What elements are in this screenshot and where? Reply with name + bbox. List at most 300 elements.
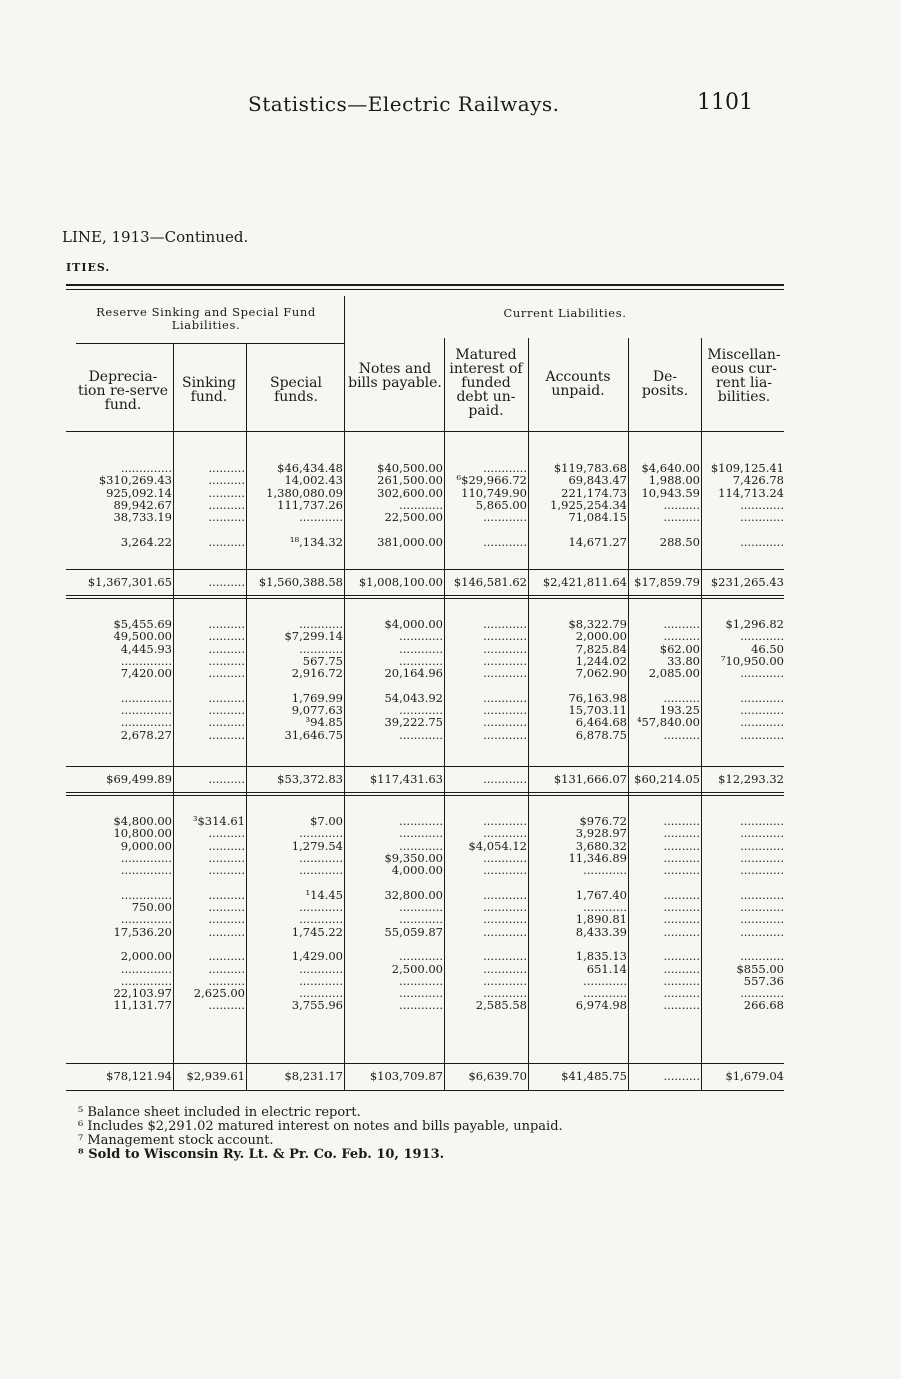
- table-cell: ............: [583, 901, 627, 914]
- table-cell: ............: [740, 511, 784, 524]
- table-cell: 17,536.20: [113, 925, 172, 938]
- table-cell: ..............: [120, 913, 172, 926]
- table-cell: 1,835.13: [575, 950, 627, 963]
- table-cell: 261,500.00: [377, 474, 443, 487]
- table-cell: ............: [399, 498, 443, 512]
- table-cell: ............: [483, 511, 527, 524]
- table-cell: [175, 523, 245, 535]
- table-cell: 20,164.96: [384, 667, 443, 680]
- table-cell: 38,733.19: [113, 511, 172, 524]
- table-cell: ..........: [208, 486, 245, 499]
- total-cell: $69,499.89: [106, 772, 172, 786]
- table-cell: ⁴57,840.00: [636, 716, 700, 729]
- table-cell: ..........: [663, 925, 700, 938]
- table-cell: 4,445.93: [120, 642, 172, 655]
- table-cell: [702, 876, 784, 888]
- table-cell: [72, 523, 172, 535]
- table-cell: ............: [740, 827, 784, 840]
- table-cell: 22,103.97: [113, 987, 172, 1000]
- table-cell: ..............: [120, 888, 172, 902]
- table-cell: ..........: [208, 511, 245, 524]
- table-cell: ............: [399, 815, 443, 828]
- table-cell: ............: [299, 851, 343, 865]
- table-cell: 1,988.00: [648, 474, 700, 487]
- table-cell: 2,000.00: [120, 950, 172, 963]
- table-cell: 55,059.87: [384, 925, 443, 938]
- table-cell: [248, 938, 343, 950]
- table-cell: 3,264.22: [120, 535, 172, 549]
- table-cell: [702, 679, 784, 691]
- table-cell: 11,131.77: [113, 999, 172, 1012]
- table-cell: $40,500.00: [377, 462, 443, 475]
- table-subheading: ITIES.: [66, 261, 111, 274]
- table-cell: 10,943.59: [641, 486, 700, 499]
- table-cell: ............: [740, 815, 784, 828]
- total-cell: $1,560,388.58: [258, 575, 343, 589]
- table-cell: [248, 523, 343, 535]
- table-cell: ..........: [208, 827, 245, 840]
- table-cell: 71,084.15: [568, 511, 627, 524]
- footnote: ⁶ Includes $2,291.02 matured interest on notes and bills payable, unpaid.: [78, 1119, 563, 1134]
- table-cell: ..........: [663, 728, 700, 741]
- table-cell: ..........: [208, 901, 245, 914]
- table-cell: 32,800.00: [384, 888, 443, 902]
- table-column: [445, 462, 527, 548]
- table-cell: 3,755.96: [291, 999, 343, 1012]
- total-cell: ............: [483, 772, 527, 786]
- table-cell: ..............: [120, 654, 172, 668]
- table-cell: ..........: [663, 618, 700, 631]
- total-cell: $131,666.07: [553, 772, 627, 786]
- table-column: [248, 618, 343, 741]
- table-cell: ..............: [120, 974, 172, 988]
- table-cell: $4,640.00: [641, 462, 700, 475]
- table-column: [72, 815, 172, 1012]
- table-column: [628, 462, 700, 548]
- table-cell: ............: [483, 642, 527, 655]
- table-cell: 110,749.90: [461, 486, 527, 499]
- total-cell: ..........: [208, 575, 245, 589]
- table-cell: 557.36: [743, 974, 784, 988]
- table-cell: ..........: [208, 618, 245, 631]
- table-cell: [248, 679, 343, 691]
- table-cell: ............: [483, 851, 527, 865]
- table-cell: ..........: [208, 962, 245, 975]
- table-cell: 1,429.00: [291, 950, 343, 963]
- section-rule: [66, 795, 784, 796]
- table-cell: ..........: [663, 839, 700, 852]
- table-cell: ............: [483, 815, 527, 828]
- table-cell: [345, 938, 443, 950]
- table-cell: ............: [399, 901, 443, 914]
- table-cell: ............: [740, 950, 784, 963]
- table-cell: ............: [740, 498, 784, 512]
- table-cell: ............: [483, 925, 527, 938]
- table-cell: 750.00: [131, 901, 172, 914]
- total-cell: ..........: [208, 772, 245, 786]
- table-column: [72, 462, 172, 548]
- table-cell: ............: [399, 999, 443, 1012]
- table-cell: ............: [483, 901, 527, 914]
- table-cell: ..........: [208, 691, 245, 705]
- table-column: [175, 618, 245, 741]
- table-cell: ............: [483, 888, 527, 902]
- section-rule: [66, 792, 784, 793]
- table-cell: $46,434.48: [277, 462, 343, 475]
- table-cell: 54,043.92: [384, 691, 443, 705]
- table-cell: ............: [740, 704, 784, 717]
- table-cell: 7,420.00: [120, 667, 172, 680]
- table-cell: [345, 523, 443, 535]
- table-cell: ............: [740, 987, 784, 1000]
- table-cell: ............: [399, 827, 443, 840]
- table-cell: 2,585.58: [475, 999, 527, 1012]
- table-cell: ..........: [663, 987, 700, 1000]
- table-cell: $9,350.00: [384, 851, 443, 865]
- table-column: [702, 618, 784, 741]
- table-cell: ............: [740, 839, 784, 852]
- table-cell: 11,346.89: [568, 851, 627, 865]
- table-cell: ............: [483, 667, 527, 680]
- table-column: [529, 462, 627, 548]
- col-head-miscellaneous: Miscellan-eous cur-rent lia-bilities.: [707, 347, 781, 405]
- section-rule: [66, 598, 784, 599]
- table-cell: $4,000.00: [384, 618, 443, 631]
- table-cell: 22,500.00: [384, 511, 443, 524]
- current-group-heading: Current Liabilities.: [503, 306, 627, 320]
- table-column: [445, 815, 527, 1012]
- table-cell: [529, 876, 627, 888]
- table-cell: ............: [740, 864, 784, 877]
- table-cell: ............: [399, 630, 443, 643]
- table-cell: ............: [483, 950, 527, 963]
- table-cell: ............: [483, 704, 527, 717]
- table-cell: 15,703.11: [568, 704, 627, 717]
- table-cell: 193.25: [659, 704, 700, 717]
- page-number: 1101: [697, 90, 753, 115]
- table-cell: 46.50: [751, 642, 784, 655]
- subtotal-rule: [66, 1063, 784, 1064]
- table-cell: ..........: [663, 815, 700, 828]
- table-column: [529, 618, 627, 741]
- table-cell: ............: [483, 864, 527, 877]
- total-cell: $117,431.63: [369, 772, 443, 786]
- table-cell: ..............: [120, 851, 172, 865]
- table-cell: ............: [483, 974, 527, 988]
- table-cell: ............: [483, 654, 527, 668]
- table-cell: ............: [483, 962, 527, 975]
- total-cell: $146,581.62: [453, 575, 527, 589]
- table-cell: $4,054.12: [468, 839, 527, 852]
- table-cell: ............: [299, 864, 343, 877]
- total-cell: $6,639.70: [468, 1069, 527, 1083]
- total-cell: $2,939.61: [186, 1069, 245, 1083]
- table-cell: [529, 938, 627, 950]
- table-cell: ............: [483, 462, 527, 475]
- table-cell: 925,092.14: [106, 486, 172, 499]
- table-cell: ..........: [208, 950, 245, 963]
- col-head-accounts: Accounts unpaid.: [545, 369, 611, 399]
- table-cell: ............: [740, 716, 784, 729]
- table-cell: 381,000.00: [377, 535, 443, 549]
- table-cell: $976.72: [579, 815, 627, 828]
- table-cell: ............: [399, 654, 443, 668]
- table-cell: 6,878.75: [575, 728, 627, 741]
- total-cell: $12,293.32: [718, 772, 784, 786]
- table-cell: 9,077.63: [291, 704, 343, 717]
- table-cell: ............: [299, 962, 343, 975]
- table-cell: [702, 938, 784, 950]
- table-cell: ..........: [208, 999, 245, 1012]
- table-cell: 5,865.00: [475, 498, 527, 512]
- table-cell: [175, 938, 245, 950]
- table-cell: [445, 679, 527, 691]
- table-cell: 1,890.81: [575, 913, 627, 926]
- table-cell: 7,062.90: [575, 667, 627, 680]
- total-cell: $60,214.05: [634, 772, 700, 786]
- table-column: [702, 462, 784, 548]
- table-cell: [628, 523, 700, 535]
- table-cell: ..........: [663, 950, 700, 963]
- table-cell: 221,174.73: [561, 486, 627, 499]
- col-head-deposits: De-posits.: [641, 369, 689, 399]
- table-cell: ..............: [120, 864, 172, 877]
- col-head-depreciation: Deprecia-tion re-serve fund.: [77, 369, 169, 413]
- bottom-rule: [66, 1090, 784, 1091]
- table-cell: ............: [299, 901, 343, 914]
- reserve-group-heading: Reserve Sinking and Special Fund Liabilities.: [96, 305, 316, 332]
- table-cell: 567.75: [302, 654, 343, 668]
- table-cell: ............: [399, 974, 443, 988]
- table-cell: [345, 876, 443, 888]
- table-cell: ............: [399, 987, 443, 1000]
- table-cell: 7,426.78: [732, 474, 784, 487]
- table-cell: 31,646.75: [284, 728, 343, 741]
- table-cell: ............: [740, 901, 784, 914]
- table-cell: [529, 679, 627, 691]
- table-cell: [72, 876, 172, 888]
- table-cell: ..............: [120, 704, 172, 717]
- table-cell: ..........: [208, 716, 245, 729]
- top-rule-thin: [66, 289, 784, 290]
- table-cell: ¹⁸,134.32: [289, 535, 343, 549]
- footnote: ⁵ Balance sheet included in electric report.: [78, 1105, 361, 1120]
- table-cell: $310,269.43: [98, 474, 172, 487]
- table-cell: 1,769.99: [291, 691, 343, 705]
- table-cell: ............: [299, 974, 343, 988]
- total-cell: ..........: [663, 1069, 700, 1083]
- table-column: [345, 815, 443, 1012]
- table-cell: ............: [740, 851, 784, 865]
- table-cell: 2,916.72: [291, 667, 343, 680]
- table-cell: ............: [483, 728, 527, 741]
- table-cell: [445, 938, 527, 950]
- table-cell: [175, 679, 245, 691]
- table-column: [175, 815, 245, 1012]
- table-cell: 111,737.26: [277, 498, 343, 512]
- table-column: [345, 618, 443, 741]
- col-divider: [173, 344, 174, 1090]
- table-cell: ............: [483, 827, 527, 840]
- table-cell: ............: [740, 925, 784, 938]
- table-cell: 89,942.67: [113, 498, 172, 512]
- table-cell: ..............: [120, 962, 172, 975]
- table-cell: ..........: [663, 498, 700, 512]
- total-cell: $53,372.83: [277, 772, 343, 786]
- table-cell: ............: [299, 913, 343, 926]
- total-cell: $1,367,301.65: [87, 575, 172, 589]
- subtotal-rule: [66, 766, 784, 767]
- table-cell: $855.00: [736, 962, 784, 975]
- table-cell: 3,928.97: [575, 827, 627, 840]
- table-cell: $7,299.14: [284, 630, 343, 643]
- table-cell: [702, 523, 784, 535]
- table-cell: $62.00: [659, 642, 700, 655]
- table-cell: $1,296.82: [725, 618, 784, 631]
- table-cell: 69,843.47: [568, 474, 627, 487]
- table-cell: ..........: [208, 667, 245, 680]
- table-cell: ..........: [208, 851, 245, 865]
- table-cell: ............: [399, 913, 443, 926]
- table-cell: 2,000.00: [575, 630, 627, 643]
- table-cell: $5,455.69: [113, 618, 172, 631]
- total-cell: $41,485.75: [561, 1069, 627, 1083]
- table-column: [175, 462, 245, 548]
- subtotal-rule: [66, 569, 784, 570]
- table-cell: ............: [399, 950, 443, 963]
- footnote: ⁷ Management stock account.: [78, 1133, 274, 1148]
- total-cell: $78,121.94: [106, 1069, 172, 1083]
- table-column: [72, 618, 172, 741]
- table-cell: ............: [299, 511, 343, 524]
- table-column: [702, 815, 784, 1012]
- table-cell: 2,678.27: [120, 728, 172, 741]
- table-cell: ..............: [120, 691, 172, 705]
- col-head-special: Special funds.: [270, 375, 322, 405]
- table-cell: 33.80: [667, 654, 700, 668]
- section-rule: [66, 595, 784, 596]
- table-cell: ..........: [663, 962, 700, 975]
- table-cell: 14,002.43: [284, 474, 343, 487]
- table-cell: 2,625.00: [193, 987, 245, 1000]
- table-cell: ..........: [208, 474, 245, 487]
- table-cell: ..........: [208, 839, 245, 852]
- table-column: [248, 462, 343, 548]
- table-cell: 1,767.40: [575, 888, 627, 902]
- table-cell: 10,800.00: [113, 827, 172, 840]
- table-column: [445, 618, 527, 741]
- table-cell: [628, 679, 700, 691]
- table-cell: ............: [740, 630, 784, 643]
- table-cell: [628, 876, 700, 888]
- table-cell: 4,000.00: [391, 864, 443, 877]
- table-cell: ............: [740, 913, 784, 926]
- table-cell: ............: [740, 535, 784, 549]
- table-cell: 1,925,254.34: [550, 498, 627, 512]
- table-cell: 49,500.00: [113, 630, 172, 643]
- total-cell: $103,709.87: [369, 1069, 443, 1083]
- table-column: [628, 815, 700, 1012]
- table-cell: 6,974.98: [575, 999, 627, 1012]
- table-cell: $109,125.41: [710, 462, 784, 475]
- top-rule: [66, 284, 784, 286]
- table-cell: ............: [483, 630, 527, 643]
- col-head-sinking: Sinking fund.: [181, 375, 237, 405]
- table-cell: $4,800.00: [113, 815, 172, 828]
- table-cell: [345, 679, 443, 691]
- table-cell: 7,825.84: [575, 642, 627, 655]
- table-cell: [248, 876, 343, 888]
- table-cell: ............: [740, 691, 784, 705]
- table-cell: 266.68: [743, 999, 784, 1012]
- continuation-heading: LINE, 1913—Continued.: [62, 228, 249, 246]
- table-cell: ..........: [208, 498, 245, 512]
- table-cell: ............: [740, 728, 784, 741]
- page-title: Statistics—Electric Railways.: [248, 92, 560, 116]
- table-column: [248, 815, 343, 1012]
- table-cell: [72, 938, 172, 950]
- table-cell: [628, 938, 700, 950]
- table-cell: $119,783.68: [553, 462, 627, 475]
- table-cell: ............: [483, 618, 527, 631]
- table-cell: ³94.85: [305, 716, 343, 729]
- table-cell: ..........: [663, 851, 700, 865]
- table-cell: 1,745.22: [291, 925, 343, 938]
- table-cell: ............: [483, 691, 527, 705]
- table-cell: 8,433.39: [575, 925, 627, 938]
- table-cell: 1,279.54: [291, 839, 343, 852]
- table-cell: 3,680.32: [575, 839, 627, 852]
- table-cell: ..............: [120, 462, 172, 475]
- table-cell: ..........: [208, 704, 245, 717]
- table-cell: $8,322.79: [568, 618, 627, 631]
- table-cell: ..........: [663, 864, 700, 877]
- table-cell: ..........: [663, 901, 700, 914]
- table-cell: ............: [483, 535, 527, 549]
- table-cell: ............: [483, 716, 527, 729]
- table-cell: 2,500.00: [391, 962, 443, 975]
- table-cell: ............: [399, 704, 443, 717]
- table-cell: 302,600.00: [377, 486, 443, 499]
- table-cell: ............: [483, 913, 527, 926]
- table-cell: 114,713.24: [718, 486, 784, 499]
- table-cell: ..........: [663, 827, 700, 840]
- table-cell: ..........: [663, 999, 700, 1012]
- table-column: [628, 618, 700, 741]
- table-cell: ..........: [663, 974, 700, 988]
- table-cell: ............: [399, 642, 443, 655]
- table-cell: [445, 876, 527, 888]
- table-cell: [445, 523, 527, 535]
- table-cell: ..........: [208, 535, 245, 549]
- table-cell: ............: [299, 827, 343, 840]
- table-cell: ............: [740, 667, 784, 680]
- table-cell: ............: [399, 728, 443, 741]
- table-cell: ..........: [663, 511, 700, 524]
- total-cell: $1,679.04: [725, 1069, 784, 1083]
- table-cell: 651.14: [586, 962, 627, 975]
- table-cell: ..........: [208, 728, 245, 741]
- total-cell: $17,859.79: [634, 575, 700, 589]
- total-cell: $2,421,811.64: [542, 575, 627, 589]
- table-cell: ............: [399, 839, 443, 852]
- total-cell: $8,231.17: [284, 1069, 343, 1083]
- table-cell: ⁶$29,966.72: [456, 474, 527, 487]
- table-cell: ............: [583, 974, 627, 988]
- table-column: [345, 462, 443, 548]
- table-cell: ............: [299, 642, 343, 655]
- table-cell: ............: [299, 618, 343, 631]
